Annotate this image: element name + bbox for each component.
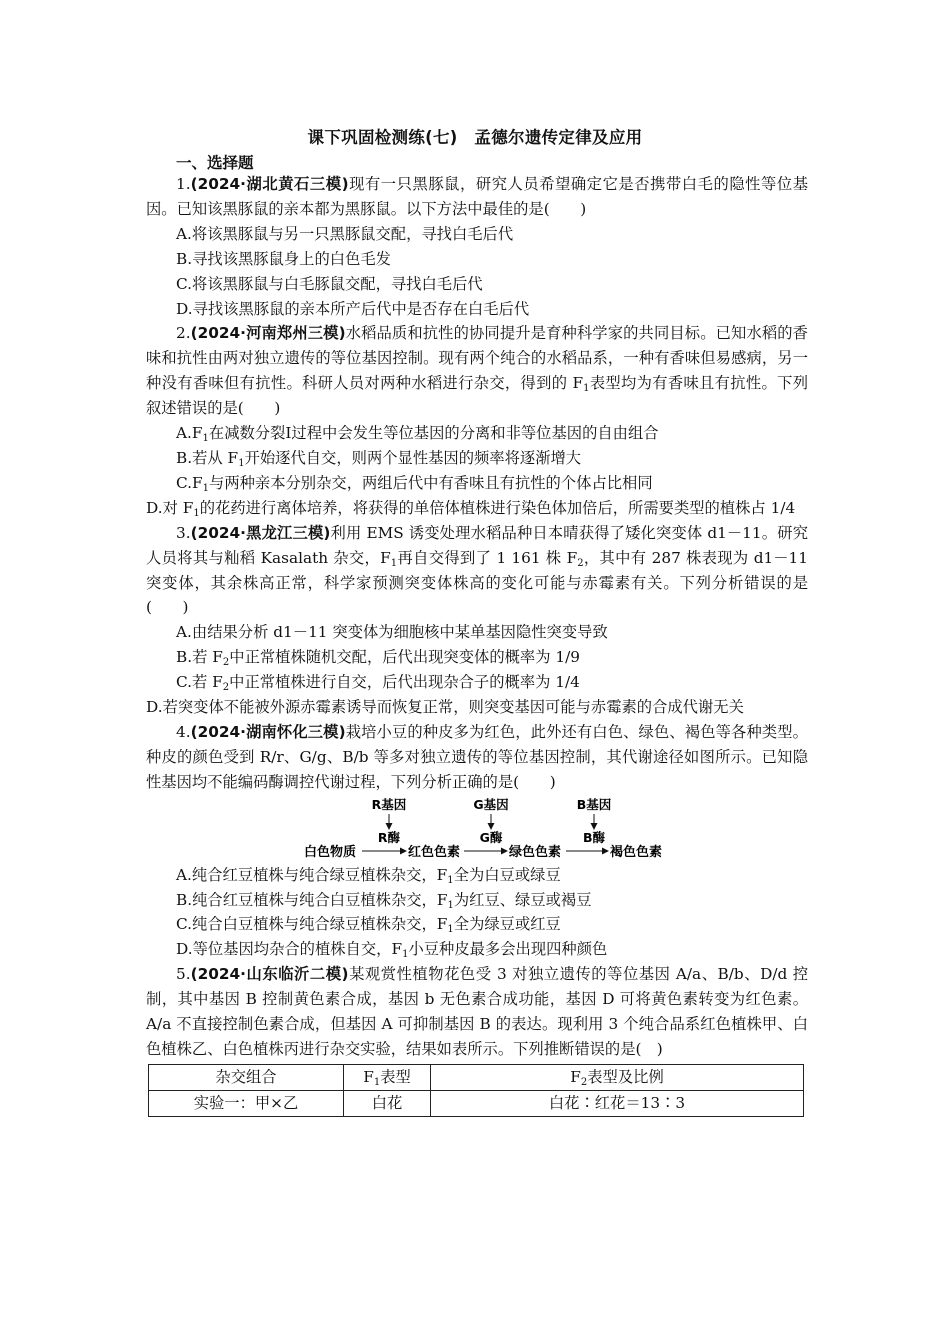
option-d: D.对 $F_1$的花药进行离体培养，将获得的单倍体植株进行染色体加倍后，所需要类型的植株占 1/4: [146, 498, 796, 519]
substance-white: 白色物质: [304, 844, 357, 860]
table-header-cell: 杂交组合: [149, 1064, 344, 1090]
option-a: A.由结果分析 d1－11 突变体为细胞核中某单基因隐性突变导致: [176, 623, 608, 642]
enzyme-label-r: R酶: [377, 829, 401, 845]
substance-green: 绿色色素: [509, 844, 562, 860]
question-number: 2.: [176, 324, 191, 343]
question-text: 现有一只黑豚鼠，研究人员希望确定它是否携带白毛的隐性等位基因。已知该黑豚鼠的亲本都为黑豚鼠。以下方法中最佳的是( ): [146, 175, 808, 218]
option-b: B.若从 $F_1$开始逐代自交，则两个显性基因的频率将逐渐增大: [176, 448, 582, 469]
question-4-stem: 4.(2024·湖南怀化三模)栽培小豆的种皮多为红色，此外还有白色、绿色、褐色等各种类型。种皮的颜色受到 R/r、G/g、B/b 等多对独立遗传的等位基因控制，其代谢途径如图所示。已知隐性基因均不能编码酶调控代谢过程，下列分析正确的是( ): [146, 722, 808, 791]
option-b: B.纯合红豆植株与纯合白豆植株杂交，$F_1$为红豆、绿豆或褐豆: [176, 890, 592, 911]
option-d: D.寻找该黑豚鼠的亲本所产后代中是否存在白毛后代: [176, 299, 530, 318]
option-b: B.寻找该黑豚鼠身上的白色毛发: [176, 249, 391, 268]
question-5-stem: 5.(2024·山东临沂二模)某观赏性植物花色受 3 对独立遗传的等位基因 A/a、B/b、D/d 控制，其中基因 B 控制黄色素合成，基因 b 无色素合成功能，基因 D 可将黄色素转变为红色素。A/a 不直接控制色素合成，但基因 A 可抑制基因 B 的表达。现利用 3 个纯合品系红色植株甲、白色植株乙、白色植株丙进行杂交实验，结果如表所示。下列推断错误的是( ): [146, 965, 809, 1058]
option-c: $C.F_1$与两种亲本分别杂交，两组后代中有香味且有抗性的个体占比相同: [176, 473, 653, 494]
table-cell: 白花: [344, 1090, 431, 1116]
question-number: 1.: [176, 175, 191, 193]
question-3-stem: 3.(2024·黑龙江三模)利用 EMS 诱变处理水稻品种日本晴获得了矮化突变体 d1－11。研究人员将其与籼稻 Kasalath 杂交，$F_1$再自交得到了 1 161 株 $F_2$，其中有 287 株表现为 d1－11 突变体，其余株高正常，科学家预测突变体株高的变化可能与赤霉素有关。下列分析错误的是( ): [146, 523, 808, 617]
question-text: 表型均为有香味且有抗性。下列叙述错误的是( ): [146, 374, 808, 418]
option-a: $A.F_1$在减数分裂Ⅰ过程中会发生等位基因的分离和非等位基因的自由组合: [176, 424, 659, 445]
table-header-cell: $F_2$表型及比例: [431, 1064, 804, 1090]
cross-results-table: [148, 1064, 804, 1117]
option-d: D.若突变体不能被外源赤霉素诱导而恢复正常，则突变基因可能与赤霉素的合成代谢无关: [146, 698, 744, 717]
substance-red: 红色色素: [408, 844, 461, 860]
table-header-cell: $F_1$表型: [344, 1064, 431, 1090]
substance-brown: 褐色色素: [610, 844, 663, 860]
gene-label-b: B基因: [576, 796, 612, 812]
option-c: C.将该黑豚鼠与白毛豚鼠交配，寻找白毛后代: [176, 274, 483, 293]
page-title: 课下巩固检测练(七) 孟德尔遗传定律及应用: [307, 128, 643, 147]
question-list: [146, 172, 808, 1117]
question-text: 水稻品质和抗性的协同提升是育种科学家的共同目标。已知水稻的香味和抗性由两对独立遗传的等位基因控制。现有两个纯合的水稻品系，一种有香味但易感病，另一种没有香味但有抗性。科研人员对两种水稻进行杂交，得到的 F: [146, 324, 808, 393]
question-2-stem: [146, 321, 808, 421]
option-b: B.若 $F_2$中正常植株随机交配，后代出现突变体的概率为 1/9: [176, 648, 580, 669]
table-header-row: [149, 1064, 804, 1090]
question-number: 3.: [176, 523, 191, 542]
question-source: (2024·湖北黄石三模): [190, 175, 349, 193]
gene-label-g: G基因: [473, 796, 509, 812]
option-c: C.若 $F_2$中正常植株进行自交，后代出现杂合子的概率为 1/4: [176, 673, 580, 694]
question-number: 4.: [176, 722, 191, 741]
question-source: (2024·山东临沂二模): [190, 965, 349, 984]
table-row: [149, 1090, 804, 1116]
question-source: (2024·河南郑州三模): [190, 324, 346, 343]
section-heading: 一、选择题: [176, 154, 254, 172]
enzyme-label-g: G酶: [479, 829, 503, 845]
question-source: (2024·黑龙江三模): [190, 523, 331, 542]
gene-label-r: R基因: [371, 796, 407, 812]
option-a: A.纯合红豆植株与纯合绿豆植株杂交，$F_1$全为白豆或绿豆: [176, 865, 561, 886]
option-a: A.将该黑豚鼠与另一只黑豚鼠交配，寻找白毛后代: [176, 224, 514, 243]
option-d: D.等位基因均杂合的植株自交，$F_1$小豆种皮最多会出现四种颜色: [176, 940, 608, 961]
question-1-stem: [146, 172, 808, 222]
enzyme-label-b: B酶: [582, 829, 606, 845]
option-c: C.纯合白豆植株与纯合绿豆植株杂交，$F_1$全为绿豆或红豆: [176, 915, 561, 936]
metabolic-pathway-diagram: [304, 797, 674, 861]
table-cell: 实验一：甲×乙: [149, 1090, 344, 1116]
subscript: 1: [583, 383, 590, 395]
table-cell: 白花∶红花＝13∶3: [431, 1090, 804, 1116]
question-source: (2024·湖南怀化三模): [190, 722, 346, 741]
question-number: 5.: [176, 965, 191, 984]
